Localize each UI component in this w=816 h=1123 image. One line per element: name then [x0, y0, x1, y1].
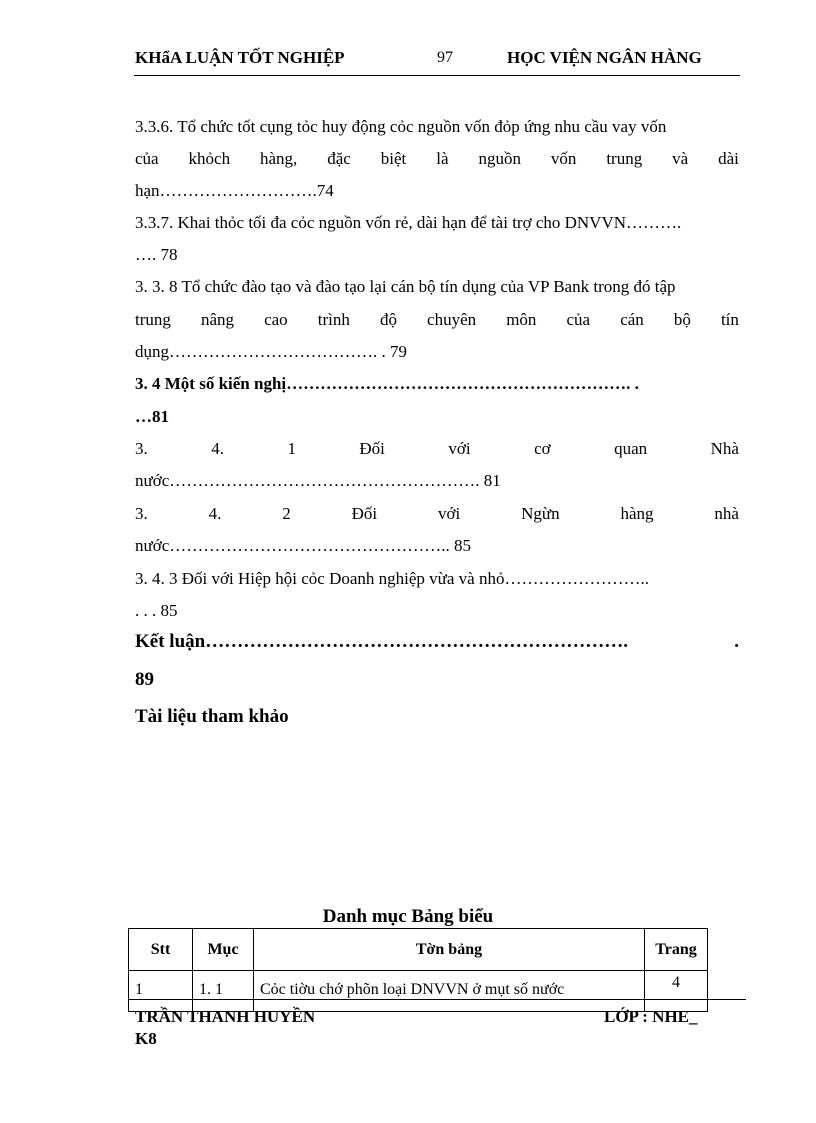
- toc-conclusion-text: Kết luận………………………………………………………….: [135, 631, 628, 652]
- cell-trang: 4: [645, 971, 708, 1012]
- cell-ten-bang: Cỏc tiờu chớ phõn loại DNVVN ở mụt số nước: [254, 971, 645, 1012]
- toc-word: hàng: [620, 504, 654, 523]
- header-rule: [134, 75, 740, 76]
- toc-line-justified: [135, 310, 739, 330]
- toc-line-justified: [135, 504, 739, 524]
- footer-class: LỚP : NHE_: [604, 1007, 698, 1026]
- table-header-row: [129, 929, 708, 971]
- toc-word: tín: [720, 310, 739, 329]
- toc-word: 4.: [211, 439, 224, 458]
- toc-line: nước………………………………………….. 85: [135, 536, 471, 555]
- toc-word: của: [135, 149, 159, 168]
- header-right: HỌC VIỆN NGÂN HÀNG: [507, 48, 702, 67]
- toc-word: cao: [264, 310, 288, 329]
- toc-word: cán: [620, 310, 644, 329]
- cell-stt: 1: [129, 971, 193, 1012]
- toc-word: trung: [606, 149, 643, 168]
- toc-word: trình: [317, 310, 350, 329]
- toc-word: đặc: [327, 149, 351, 168]
- toc-word: Đối: [351, 504, 378, 523]
- col-header-stt: Stt: [129, 929, 193, 971]
- toc-word: và: [672, 149, 689, 168]
- col-header-trang: Trang: [645, 929, 708, 971]
- toc-word: với: [448, 439, 471, 458]
- footer-class-cont: K8: [135, 1029, 157, 1048]
- table-row: [129, 971, 708, 1012]
- toc-line: …. 78: [135, 245, 178, 264]
- toc-word: dài: [718, 149, 739, 168]
- toc-line-3-4-3: 3. 4. 3 Đối với Hiệp hội cỏc Doanh nghiệp vừa và nhỏ……………………..: [135, 569, 649, 588]
- toc-word: vốn: [550, 149, 577, 168]
- toc-line: dụng………………………………. . 79: [135, 342, 407, 361]
- toc-line-3-3-7: 3.3.7. Khai thỏc tối đa cỏc nguồn vốn rẻ, dài hạn để tài trợ cho DNVVN……….: [135, 213, 682, 232]
- toc-word: khỏch: [188, 149, 231, 168]
- toc-word: Nhà: [710, 439, 739, 458]
- header-left: KHẩA LUẬN TỐT NGHIỆP: [135, 48, 345, 67]
- footer-rule: [128, 999, 746, 1000]
- toc-word: là: [436, 149, 449, 168]
- toc-word: độ: [379, 310, 397, 329]
- toc-line-3-3-6: 3.3.6. Tổ chức tốt cụng tỏc huy động cỏc nguồn vốn đỏp ứng nhu cầu vay vốn: [135, 117, 667, 136]
- toc-word: chuyên: [427, 310, 477, 329]
- toc-word: nhà: [714, 504, 739, 523]
- toc-word: nguồn: [478, 149, 521, 168]
- toc-word: hàng,: [260, 149, 298, 168]
- toc-word: nâng: [200, 310, 235, 329]
- toc-line-3-3-8: 3. 3. 8 Tổ chức đào tạo và đào tạo lại cán bộ tín dụng của VP Bank trong đó tập: [135, 277, 676, 296]
- toc-word: 3.: [135, 504, 148, 523]
- toc-word: 3.: [135, 439, 148, 458]
- toc-word: của: [566, 310, 591, 329]
- toc-line: …81: [135, 407, 169, 426]
- col-header-ten-bang: Tờn bảng: [254, 929, 645, 971]
- toc-word: môn: [506, 310, 537, 329]
- toc-line: 89: [135, 669, 154, 690]
- toc-word: Ngừn: [521, 504, 560, 523]
- tables-list-title: Danh mục Bảng biểu: [322, 906, 494, 927]
- toc-word: 4.: [208, 504, 222, 523]
- toc-word: Đối: [359, 439, 385, 458]
- toc-line-conclusion: [135, 631, 739, 653]
- footer-author: TRẦN THANH HUYỀN: [135, 1007, 316, 1026]
- toc-word: với: [438, 504, 461, 523]
- toc-line: hạn……………………….74: [135, 181, 334, 200]
- toc-line-references: Tài liệu tham khảo: [135, 706, 289, 727]
- toc-line: . . . 85: [135, 601, 178, 620]
- col-header-muc: Mục: [193, 929, 254, 971]
- page-number: 97: [437, 49, 453, 66]
- toc-line-3-4: 3. 4 Một số kiến nghị……………………………………………………. .: [135, 374, 639, 393]
- toc-word: quan: [614, 439, 648, 458]
- toc-word: trung: [135, 310, 171, 329]
- toc-line-justified: [135, 439, 739, 459]
- toc-conclusion-dot: .: [734, 631, 739, 652]
- toc-word: 2: [282, 504, 291, 523]
- toc-word: biệt: [380, 149, 407, 168]
- toc-line: nước………………………………………………. 81: [135, 471, 501, 490]
- toc-word: bộ: [673, 310, 691, 329]
- cell-muc: 1. 1: [193, 971, 254, 1012]
- toc-word: 1: [287, 439, 296, 458]
- toc-line-justified: [135, 149, 739, 169]
- toc-word: cơ: [534, 439, 551, 458]
